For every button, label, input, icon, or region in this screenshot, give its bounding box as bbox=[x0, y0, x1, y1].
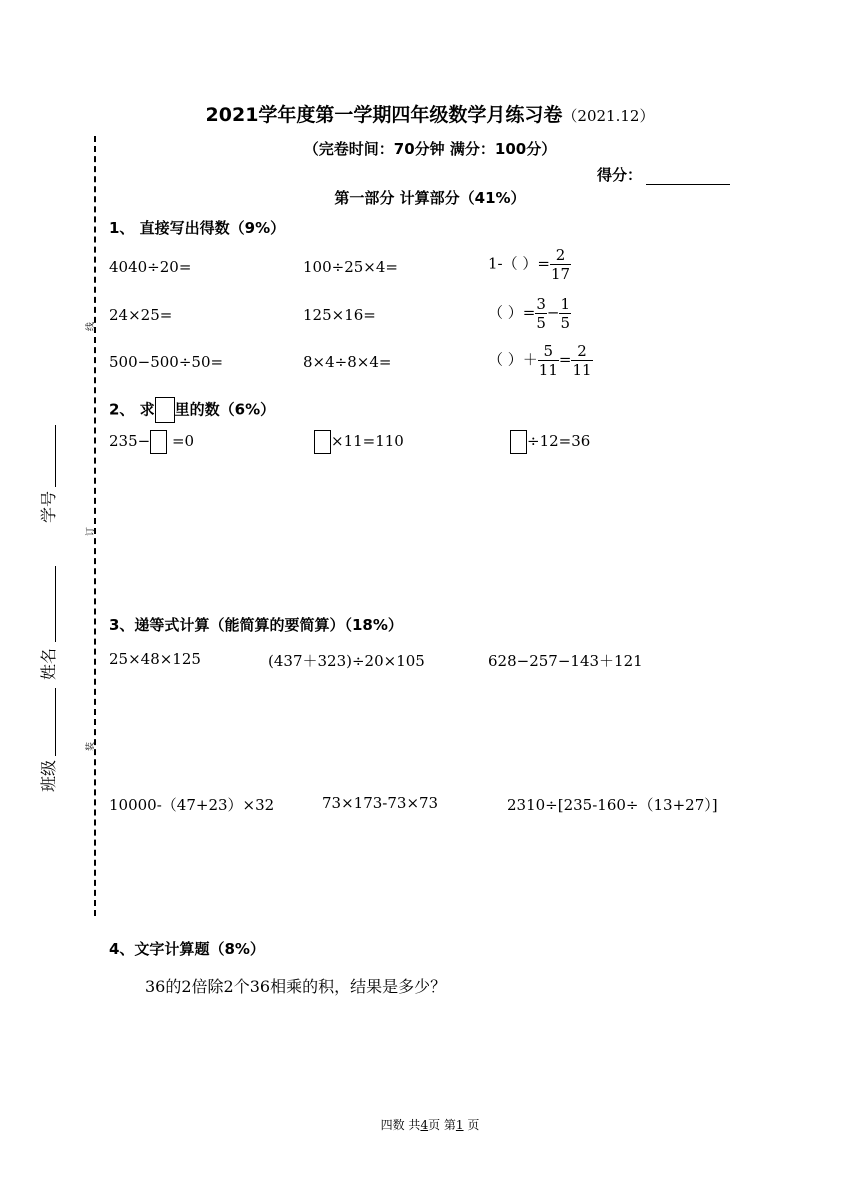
numerator: 5 bbox=[538, 342, 559, 361]
footer-post: 页 bbox=[463, 1118, 480, 1132]
section1-heading: 1、 直接写出得数（9%） bbox=[109, 219, 286, 237]
class-blank[interactable] bbox=[55, 688, 56, 756]
denominator: 5 bbox=[536, 314, 546, 332]
s2-p3-post: ÷12=36 bbox=[527, 432, 591, 450]
s1-p3-text: 1-（ ）= bbox=[488, 254, 550, 273]
footer-total-pages: 4 bbox=[420, 1118, 429, 1132]
s3-problem-3: 628−257−143＋121 bbox=[488, 652, 643, 670]
section4-heading: 4、文字计算题（8%） bbox=[109, 940, 265, 958]
answer-box[interactable] bbox=[510, 430, 527, 454]
s4-problem: 36的2倍除2个36相乘的积，结果是多少？ bbox=[145, 977, 447, 996]
s3-problem-6: 2310÷[235-160÷（13+27）] bbox=[507, 796, 718, 814]
footer-page-number: 1 bbox=[455, 1118, 464, 1132]
numerator: 1 bbox=[560, 295, 571, 313]
title-text: 2021学年度第一学期四年级数学月练习卷 bbox=[205, 104, 563, 126]
s1-problem-2: 100÷25×4= bbox=[303, 258, 398, 276]
name-blank[interactable] bbox=[55, 566, 56, 642]
s1-problem-4: 24×25= bbox=[109, 306, 173, 324]
score-label: 得分： bbox=[597, 166, 643, 184]
s2-problem-3 bbox=[510, 430, 590, 454]
side-label-class: 班级 bbox=[39, 759, 58, 792]
s2-heading-post: 里的数（6%） bbox=[174, 400, 276, 419]
fraction bbox=[538, 342, 559, 379]
denominator: 5 bbox=[560, 314, 571, 332]
fraction bbox=[550, 246, 571, 283]
s3-problem-1: 25×48×125 bbox=[109, 650, 201, 668]
denominator: 17 bbox=[550, 265, 571, 283]
s1-p9-text: （ ）＋ bbox=[488, 350, 538, 369]
s1-problem-7: 500−500÷50= bbox=[109, 353, 224, 371]
numerator: 2 bbox=[550, 246, 571, 265]
fraction bbox=[571, 342, 592, 379]
s1-p6-text: （ ）= bbox=[488, 303, 536, 322]
binding-word-bind: 装 bbox=[86, 741, 97, 752]
id-blank[interactable] bbox=[55, 425, 56, 487]
page-title bbox=[0, 100, 860, 127]
score-field bbox=[597, 164, 730, 185]
binding-word-order: 订 bbox=[86, 526, 97, 537]
s1-problem-6 bbox=[488, 295, 571, 332]
minus-sign: − bbox=[546, 303, 560, 322]
s1-problem-1: 4040÷20= bbox=[109, 258, 192, 276]
s3-problem-4: 10000-（47+23）×32 bbox=[109, 796, 275, 814]
s3-problem-2: (437＋323)÷20×105 bbox=[268, 652, 425, 670]
answer-box[interactable] bbox=[150, 430, 167, 454]
denominator: 11 bbox=[572, 361, 592, 379]
fraction bbox=[535, 295, 547, 332]
s2-p1-post: =0 bbox=[167, 432, 195, 450]
side-label-name: 姓名 bbox=[39, 647, 58, 680]
score-blank[interactable] bbox=[646, 167, 730, 185]
denominator: 11 bbox=[538, 361, 558, 379]
s1-problem-8: 8×4÷8×4= bbox=[303, 353, 392, 371]
s1-problem-9 bbox=[488, 342, 593, 379]
binding-word-line: 线 bbox=[86, 321, 97, 332]
part-title: 第一部分 计算部分（41%） bbox=[334, 189, 526, 207]
s1-problem-3 bbox=[488, 246, 571, 283]
fraction bbox=[559, 295, 571, 332]
footer-mid: 页 第 bbox=[428, 1118, 456, 1132]
s2-problem-2 bbox=[314, 430, 404, 454]
equals-sign: = bbox=[558, 350, 572, 369]
side-label-id: 学号 bbox=[39, 490, 58, 523]
title-date: （2021.12） bbox=[562, 107, 655, 125]
answer-box-icon bbox=[155, 397, 175, 423]
s3-problem-5: 73×173-73×73 bbox=[322, 794, 439, 812]
section2-heading bbox=[109, 397, 275, 423]
s2-p2-post: ×11=110 bbox=[331, 432, 404, 450]
s2-problem-1 bbox=[109, 430, 194, 454]
s2-p1-pre: 235− bbox=[109, 432, 151, 450]
s1-problem-5: 125×16= bbox=[303, 306, 376, 324]
section3-heading: 3、递等式计算（能简算的要简算）（18%） bbox=[109, 616, 403, 634]
numerator: 3 bbox=[536, 295, 546, 313]
page-footer bbox=[0, 1116, 860, 1133]
footer-pre: 四数 共 bbox=[380, 1118, 421, 1132]
numerator: 2 bbox=[571, 342, 592, 361]
answer-box[interactable] bbox=[314, 430, 331, 454]
exam-info: （完卷时间：70分钟 满分：100分） bbox=[303, 140, 557, 158]
s2-heading-pre: 2、 求 bbox=[109, 400, 155, 419]
